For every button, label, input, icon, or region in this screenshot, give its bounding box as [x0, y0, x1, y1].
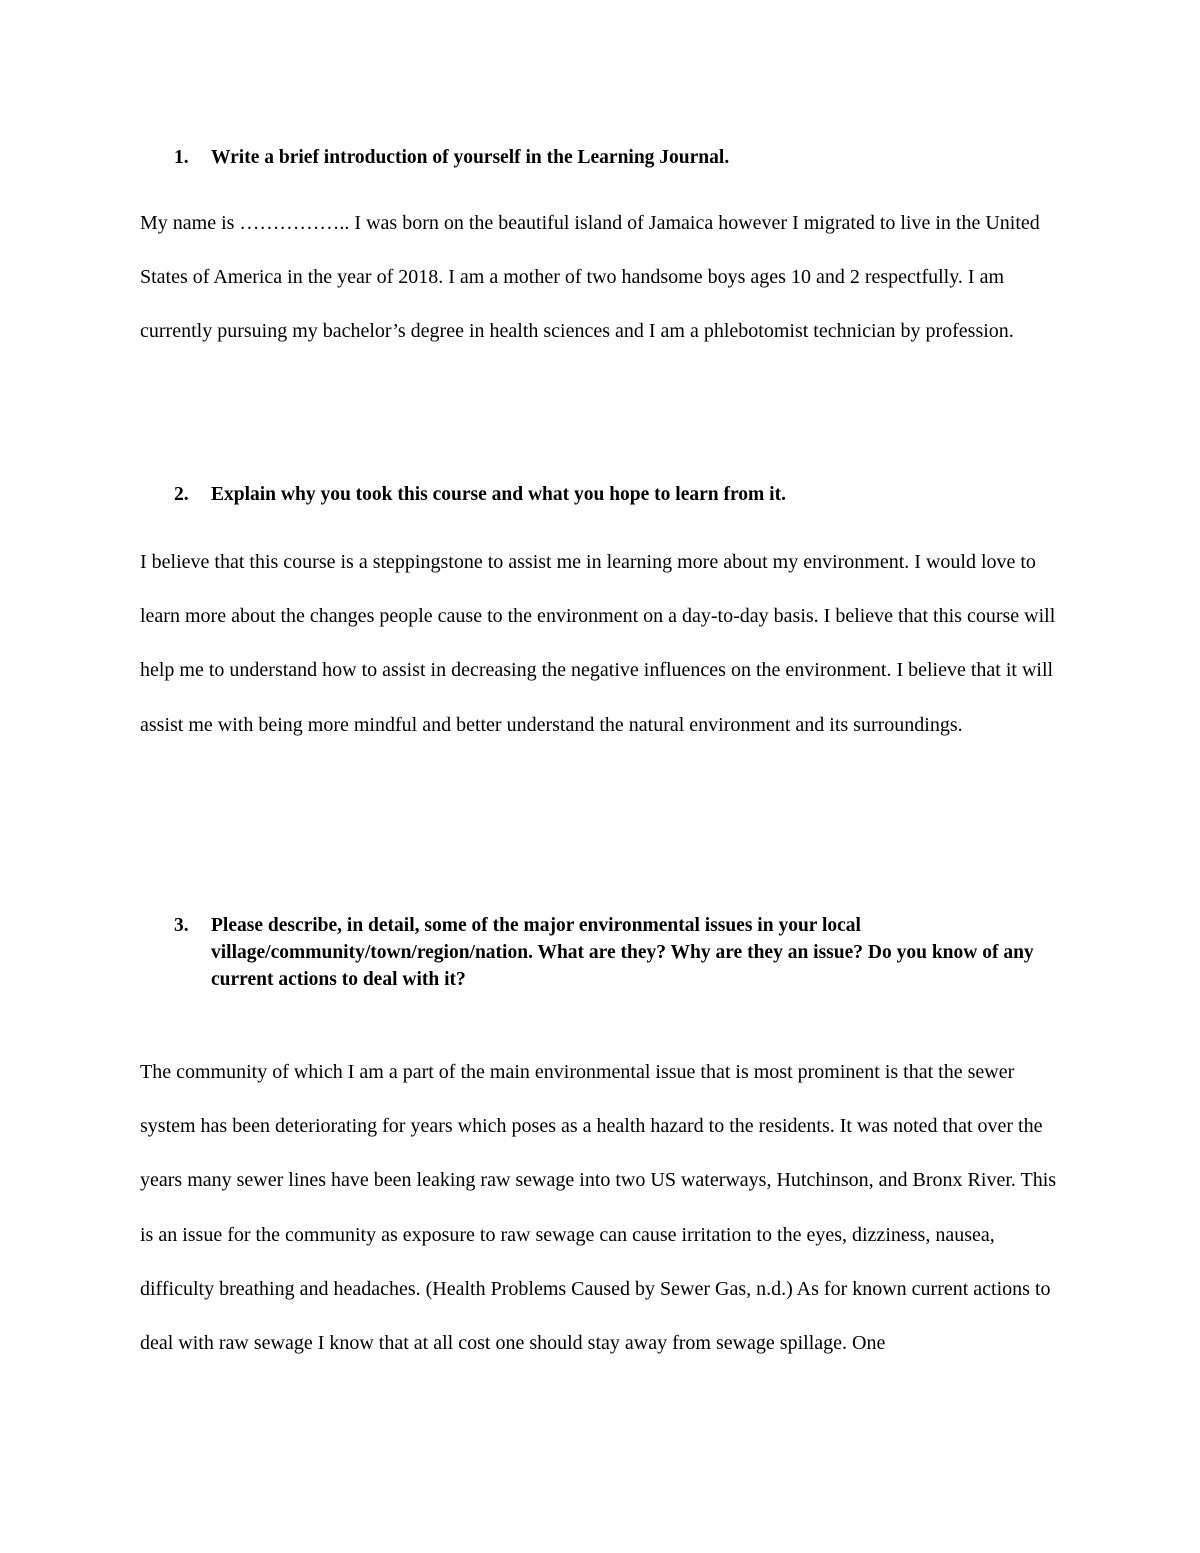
question-text: Please describe, in detail, some of the major environmental issues in your local village/community/town/region/nation. What are they? Why are they an issue? Do you know of any current actions to deal with it?	[211, 915, 1034, 990]
answer-1-paragraph: My name is …………….. I was born on the beautiful island of Jamaica however I migrated to live in the United States of America in the year of 2018. I am a mother of two handsome boys ages 10 and 2 respectfully. I am currently pursuing my bachelor’s degree in health sciences and I am a phlebotomist technician by profession.	[140, 212, 1040, 343]
question-text: Write a brief introduction of yourself in the Learning Journal.	[211, 147, 730, 168]
answer-3-paragraph: The community of which I am a part of the main environmental issue that is most prominent is that the sewer system has been deteriorating for years which poses as a health hazard to the residents. It was noted that over the years many sewer lines have been leaking raw sewage into two US waterways, Hutchinson, and Bronx River. This is an issue for the community as exposure to raw sewage can cause irritation to the eyes, dizziness, nausea, difficulty breathing and headaches. (Health Problems Caused by Sewer Gas, n.d.) As for known current actions to deal with raw sewage I know that at all cost one should stay away from sewage spillage. One	[140, 1061, 1057, 1355]
question-2-heading	[174, 481, 1054, 508]
question-1-heading	[174, 144, 1054, 171]
question-text: Explain why you took this course and what you hope to learn from it.	[211, 484, 786, 505]
answer-2-paragraph: I believe that this course is a steppingstone to assist me in learning more about my environment. I would love to learn more about the changes people cause to the environment on a day-to-day basis. I believe that this course will help me to understand how to assist in decreasing the negative influences on the environment. I believe that it will assist me with being more mindful and better understand the natural environment and its surroundings.	[140, 551, 1056, 736]
question-number: 3.	[174, 915, 189, 936]
question-3-heading	[174, 912, 1054, 993]
question-number: 1.	[174, 147, 189, 168]
question-number: 2.	[174, 484, 189, 505]
